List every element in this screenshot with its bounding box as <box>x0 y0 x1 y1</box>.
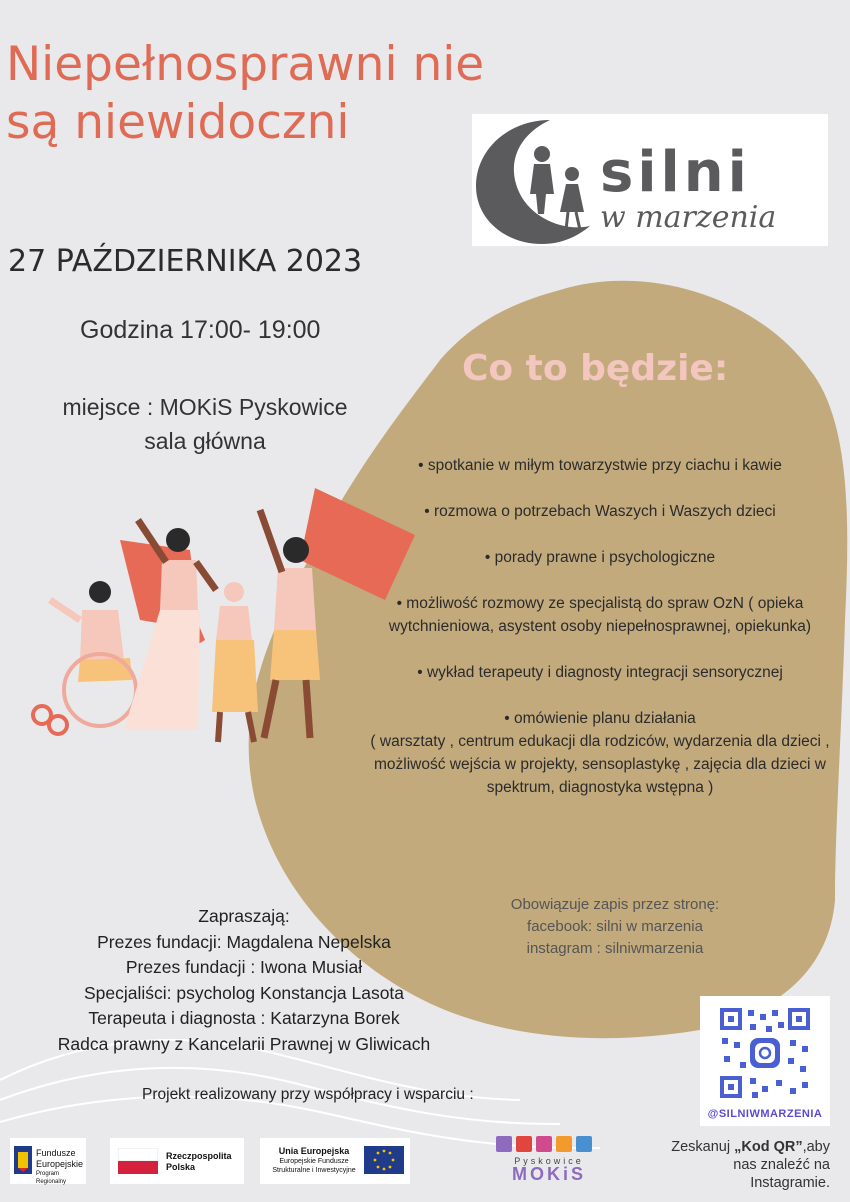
mokis-logo <box>494 1134 604 1184</box>
scan-line-3: Instagramie. <box>750 1175 830 1191</box>
rzeczpospolita-polska-logo <box>110 1138 244 1184</box>
qr-code-icon <box>700 996 830 1106</box>
organizer-line: Terapeuta i diagnosta : Katarzyna Borek <box>88 1008 400 1028</box>
event-place <box>20 390 390 458</box>
agenda-list <box>350 454 850 799</box>
scan-prefix: Zeskanuj <box>671 1139 735 1155</box>
rp-line-1: Rzeczpospolita <box>166 1151 232 1161</box>
title-line-1: Niepełnosprawni nie <box>6 37 485 92</box>
fe-line-3: Program Regionalny <box>36 1171 67 1185</box>
organizers-section <box>24 904 464 1057</box>
scan-suffix: ,aby <box>802 1139 830 1155</box>
ue-line-1: Unia Europejska <box>278 1146 350 1156</box>
agenda-item: • omówienie planu działania <box>504 710 696 727</box>
fe-star-icon <box>14 1146 32 1174</box>
event-hours: Godzina 17:00- 19:00 <box>80 316 321 344</box>
agenda-item: • rozmowa o potrzebach Waszych i Waszych dzieci <box>424 503 776 520</box>
mokis-name: MOKiS <box>511 1164 586 1184</box>
organizer-line: Specjaliści: psycholog Konstancja Lasota <box>83 982 405 1003</box>
agenda-item: • wykład terapeuty i diagnosty integracji sensorycznej <box>417 664 783 681</box>
agenda-item: • spotkanie w miłym towarzystwie przy ciachu i kawie <box>418 457 782 474</box>
scan-instruction <box>640 1138 830 1192</box>
unia-europejska-logo <box>260 1138 410 1184</box>
ue-line-2: Europejskie Fundusze <box>279 1158 349 1165</box>
registration-facebook: facebook: silni w marzenia <box>527 918 703 935</box>
organizer-line: Prezes fundacji : Iwona Musiał <box>125 957 363 977</box>
event-place-line-2: sala główna <box>144 428 266 454</box>
registration-line-1: Obowiązuje zapis przez stronę: <box>510 896 720 913</box>
title-line-2: są niewidoczni <box>6 95 350 150</box>
scan-qr-bold: „Kod QR” <box>734 1139 803 1155</box>
polish-flag-icon <box>118 1148 158 1174</box>
eu-flag-icon <box>364 1146 404 1174</box>
qr-code-box[interactable] <box>700 996 830 1126</box>
mokis-pictograms-icon <box>494 1134 604 1156</box>
ue-line-3: Strukturalne i Inwestycyjne <box>272 1167 356 1174</box>
organizers-heading: Zapraszają: <box>198 906 290 926</box>
logo-word-silni: silni <box>600 140 751 205</box>
qr-code-label: @SILNIWMARZENIA <box>707 1108 823 1120</box>
scan-line-1 <box>640 1138 830 1156</box>
rp-line-2: Polska <box>166 1162 196 1172</box>
registration-instagram: instagram : silniwmarzenia <box>526 940 704 957</box>
event-date: 27 PAŹDZIERNIKA 2023 <box>8 244 363 279</box>
mokis-city: Pyskowice <box>514 1156 584 1166</box>
registration-info <box>480 894 750 960</box>
project-support-note: Projekt realizowany przy współpracy i wsparciu : <box>142 1086 474 1103</box>
agenda-title: Co to będzie: <box>462 348 729 389</box>
organizer-line: Prezes fundacji: Magdalena Nepelska <box>97 931 391 952</box>
fe-line-1: Fundusze <box>36 1148 76 1158</box>
agenda-item: • możliwość rozmowy ze specjalistą do spraw OzN ( opieka wytchnieniowa, asystent osoby niepełnosprawnej, opiekunka) <box>388 595 812 635</box>
agenda-item: • porady prawne i psychologiczne <box>484 549 716 566</box>
fe-line-2: Europejskie <box>36 1159 84 1169</box>
agenda-item-details: ( warsztaty , centrum edukacji dla rodziców, wydarzenia dla dzieci , możliwość wejścia w projekty, sensoplastykę , zajęcia dla dzieci w spektrum, diagnostyka wstępna ) <box>370 733 830 796</box>
logo-word-w-marzenia: w marzenia <box>600 200 777 235</box>
event-place-line-1: miejsce : MOKiS Pyskowice <box>62 394 348 420</box>
scan-line-2: nas znaleźć na <box>733 1157 830 1173</box>
fundusze-europejskie-logo <box>10 1138 86 1184</box>
organizer-line: Radca prawny z Kancelarii Prawnej w Gliwicach <box>57 1033 431 1054</box>
moon-children-logo-icon <box>472 114 612 246</box>
